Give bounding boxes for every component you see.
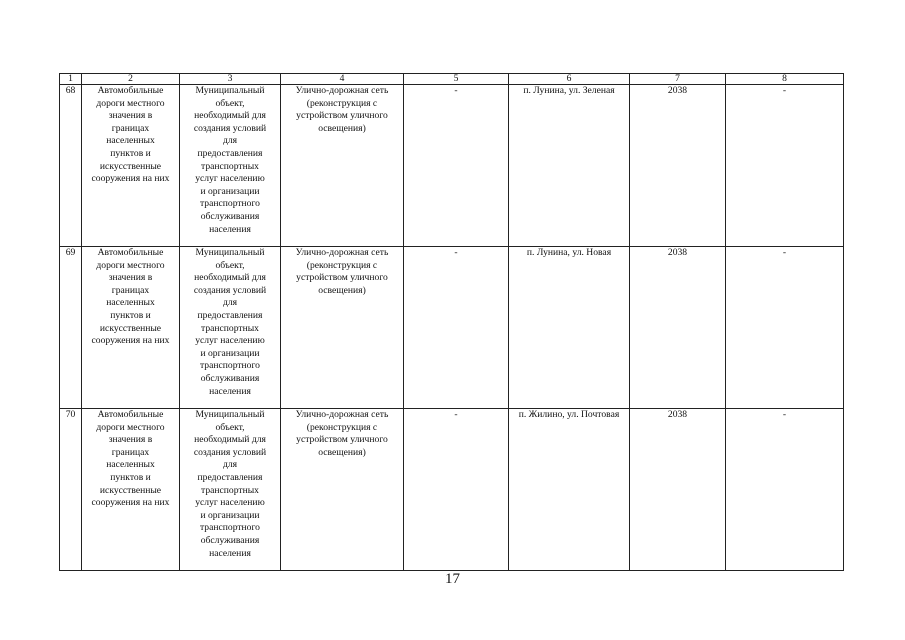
header-col-2: 2 <box>82 74 180 85</box>
col8-cell: - <box>726 85 844 247</box>
header-col-5: 5 <box>404 74 509 85</box>
col5-cell: - <box>404 409 509 571</box>
purpose-cell: Муниципальный объект, необходимый для создания условий для предоставления транспортных услуг населению и организации транспортного обслуживания населения <box>180 409 281 571</box>
objects-table <box>59 73 844 571</box>
year-cell: 2038 <box>630 247 726 409</box>
purpose-cell: Муниципальный объект, необходимый для создания условий для предоставления транспортных услуг населению и организации транспортного обслуживания населения <box>180 85 281 247</box>
row-number: 68 <box>60 85 82 247</box>
header-row <box>60 74 844 85</box>
header-col-6: 6 <box>509 74 630 85</box>
object-name-cell: Улично-дорожная сеть (реконструкция с устройством уличного освещения) <box>281 409 404 571</box>
year-cell: 2038 <box>630 409 726 571</box>
object-name-cell: Улично-дорожная сеть (реконструкция с устройством уличного освещения) <box>281 85 404 247</box>
page-number: 17 <box>445 571 460 587</box>
location-cell: п. Лунина, ул. Зеленая <box>509 85 630 247</box>
header-col-1: 1 <box>60 74 82 85</box>
col8-cell: - <box>726 247 844 409</box>
location-cell: п. Лунина, ул. Новая <box>509 247 630 409</box>
col5-cell: - <box>404 247 509 409</box>
header-col-4: 4 <box>281 74 404 85</box>
object-name-cell: Улично-дорожная сеть (реконструкция с устройством уличного освещения) <box>281 247 404 409</box>
row-number: 69 <box>60 247 82 409</box>
table-row <box>60 247 844 409</box>
header-col-3: 3 <box>180 74 281 85</box>
object-type-cell: Автомобильные дороги местного значения в границах населенных пунктов и искусственные сооружения на них <box>82 247 180 409</box>
header-col-8: 8 <box>726 74 844 85</box>
col5-cell: - <box>404 85 509 247</box>
header-col-7: 7 <box>630 74 726 85</box>
purpose-cell: Муниципальный объект, необходимый для создания условий для предоставления транспортных услуг населению и организации транспортного обслуживания населения <box>180 247 281 409</box>
row-number: 70 <box>60 409 82 571</box>
location-cell: п. Жилино, ул. Почтовая <box>509 409 630 571</box>
year-cell: 2038 <box>630 85 726 247</box>
col8-cell: - <box>726 409 844 571</box>
table-row <box>60 409 844 571</box>
object-type-cell: Автомобильные дороги местного значения в границах населенных пунктов и искусственные сооружения на них <box>82 409 180 571</box>
object-type-cell: Автомобильные дороги местного значения в границах населенных пунктов и искусственные сооружения на них <box>82 85 180 247</box>
table-row <box>60 85 844 247</box>
